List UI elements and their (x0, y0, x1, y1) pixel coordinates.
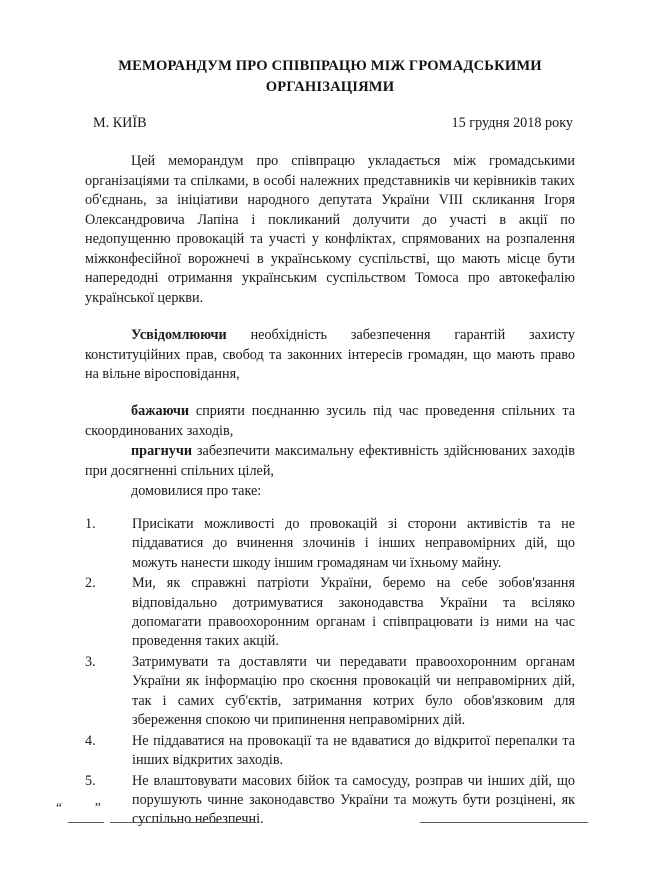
list-item-text: Затримувати та доставляти чи передавати правоохоронним органам України як інформацію про скоєння провокацій чи неправомірних дій, так і самих суб'єктів, затримання котрих було обов'язковим для збереження спокою чи припинення неправомірних дій. (132, 653, 575, 729)
list-item (85, 574, 575, 652)
clause-text-usvidomlyuyuchy: необхідність забезпечення гарантій захисту конституційних прав, свобод та законних інтересів громадян, що мають право на вільне віросповідання, (85, 327, 575, 382)
dateline (85, 115, 575, 132)
clause-lead-bazhayuchy: бажаючи (131, 403, 190, 420)
list-item (85, 515, 575, 573)
dateline-date: 15 грудня 2018 року (451, 115, 573, 132)
list-item-text: Не піддаватися на провокації та не вдаватися до відкритої перепалки та інших відкритих заходів. (132, 732, 575, 769)
clause-pragnuchy (85, 442, 575, 481)
list-item-number: 1. (85, 515, 96, 532)
page-title: МЕМОРАНДУМ ПРО СПІВПРАЦЮ МІЖ ГРОМАДСЬКИМИ ОРГАНІЗАЦІЯМИ (118, 58, 542, 95)
list-item-text: Не влаштовувати масових бійок та самосуду, розправ чи інших дій, що порушують чинне законодавство України та можуть бути розцінені, як суспільно небезпечні. (132, 772, 575, 828)
clause-text-bazhayuchy: сприяти поєднанню зусиль під час проведення спільних та скоординованих заходів, (85, 403, 575, 439)
clause-lead-usvidomlyuyuchy: Усвідомлюючи (131, 327, 227, 344)
list-item-number: 4. (85, 732, 96, 749)
clause-bazhayuchy (85, 402, 575, 441)
list-item-text: Присікати можливості до провокацій зі сторони активістів та не піддаватися до вчинення злочинів і інших неправомірних дій, що можуть нанести шкоду іншим громадянам чи їхньому майну. (132, 515, 575, 571)
clause-lead-pragnuchy: прагнучи (131, 443, 193, 460)
dateline-city: М. КИЇВ (93, 115, 147, 132)
signature-rule-month (110, 822, 182, 823)
list-item-number: 2. (85, 575, 96, 592)
signature-rule-name (420, 822, 588, 823)
list-item-number: 5. (85, 772, 96, 789)
signature-block (40, 800, 610, 860)
clause-usvidomlyuyuchy (85, 326, 575, 384)
agreed-paragraph: домовилися про таке: (131, 483, 262, 500)
list-item-text: Ми, як справжні патріоти України, беремо на себе зобов'язання відповідально дотримуватися законодавства України та всіляко допомагати правоохоронним органам і співпрацювати із ними на час проведення таких акцій. (132, 575, 575, 650)
open-quote: “ (56, 800, 62, 815)
date-fill-in (56, 800, 101, 816)
signature-rule-year (188, 822, 256, 823)
clause-text-pragnuchy: забезпечити максимальну ефективність здійснюваних заходів при досягненні спільних цілей, (85, 443, 575, 479)
signature-rule-day (68, 822, 104, 823)
list-item (85, 653, 575, 731)
list-item-number: 3. (85, 653, 96, 670)
close-quote: ” (94, 800, 101, 815)
intro-paragraph: Цей меморандум про співпрацю укладається між громадськими організаціями та спілками, в особі належних представників чи керівників таких об'єднань, за ініціативи народного депутата України VIII скликання Ігоря Олександровича Лапіна і покликаний долучити до участі в акції по недопущенню провокацій та участі у конфліктах, спрямованих на розпалення міжконфесійної ворожнечі в українському суспільстві, що мають місце бути напередодні отримання українським суспільством Томоса про автокефалію української церкви. (85, 153, 575, 306)
obligations-list (85, 515, 575, 830)
document-body (85, 0, 575, 831)
list-item (85, 732, 575, 771)
